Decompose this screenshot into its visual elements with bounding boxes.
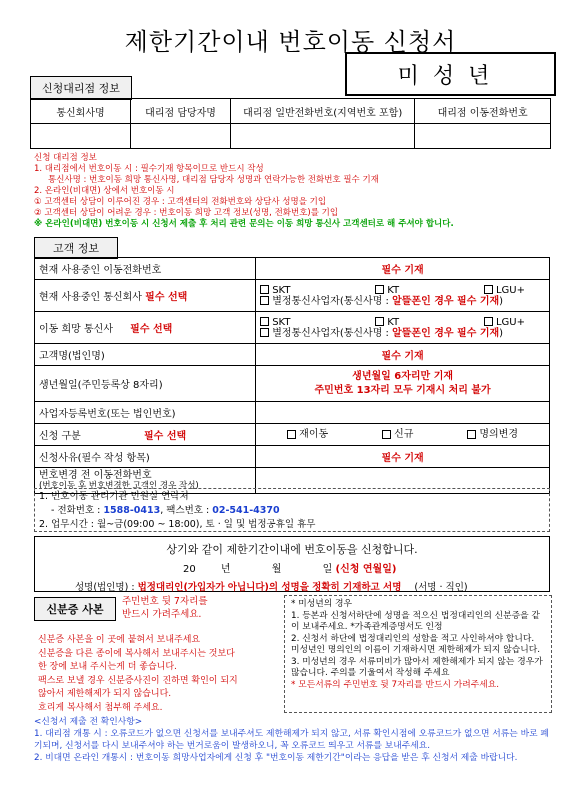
agent-header-carrier: 통신회사명: [31, 99, 131, 124]
birthdate-field[interactable]: [256, 366, 550, 402]
target-carrier-lgu-label: LGU+: [495, 316, 525, 328]
checkbox-icon[interactable]: [287, 430, 296, 439]
target-carrier-skt[interactable]: [260, 317, 290, 328]
contact-fax-label: , 팩스번호 :: [160, 505, 213, 516]
checklist: [34, 716, 550, 764]
request-type-required: 필수 선택: [144, 431, 187, 442]
minor-badge: 미성년: [345, 52, 556, 96]
checklist-item2: 2. 비대면 온라인 개통시 : 번호이동 희망사업자에게 신청 후 "번호이동 제한기간"이라는 응답을 받은 후 신청서 제출 바랍니다.: [34, 753, 518, 763]
business-number-field[interactable]: [256, 402, 550, 424]
checkbox-icon[interactable]: [260, 296, 269, 305]
signature-label: 성명(법인명) :: [75, 582, 135, 593]
minor-notes-item1: 1. 등본과 신청서하단에 성명을 적으신 법정대리인의 신분증을 같이 보내주세요. *가족관계증명서도 인정: [291, 610, 540, 632]
agent-notes-title: 신청 대리점 정보: [34, 153, 97, 163]
signature-line[interactable]: [35, 579, 549, 593]
current-carrier-required: 필수 선택: [145, 292, 188, 303]
checkbox-icon[interactable]: [260, 317, 269, 326]
request-type-transfer-label: 명의변경: [479, 429, 518, 440]
target-carrier-kt-label: KT: [387, 316, 400, 328]
declaration-statement: 상기와 같이 제한기간이내에 번호이동을 신청합니다.: [166, 543, 418, 556]
agent-header-landline: 대리점 일반전화번호(지역번호 포함): [231, 99, 415, 124]
target-carrier-kt[interactable]: [375, 317, 399, 328]
target-carrier-mvno-note: 알뜰폰인 경우 필수 기재: [392, 327, 500, 339]
current-carrier-skt-label: SKT: [272, 284, 291, 296]
current-carrier-lgu-label: LGU+: [495, 284, 525, 296]
customer-name-field[interactable]: 필수 기재: [256, 344, 550, 366]
date-year-unit: 년: [220, 564, 231, 575]
signature-suffix: (서명 · 직인): [414, 582, 468, 593]
agent-notes-line3: 2. 온라인(비대면) 상에서 번호이동 시: [34, 186, 175, 196]
id-copy-note-2: 반드시 가려주세요.: [122, 609, 202, 620]
request-type-report-label: 재이동: [299, 429, 329, 440]
current-carrier-label-text: 현재 사용중인 통신회사: [39, 292, 142, 303]
request-reason-label: 신청사유(필수 작성 항목): [35, 446, 256, 468]
checklist-title: <신청서 제출 전 확인사항>: [34, 717, 143, 727]
page-title: 제한기간이내 번호이동 신청서: [124, 28, 457, 56]
checkbox-icon[interactable]: [382, 430, 391, 439]
customer-table: [34, 257, 550, 494]
target-carrier-mvno[interactable]: [260, 328, 545, 339]
minor-notes-box: [284, 595, 552, 713]
date-month-unit: 월: [271, 564, 282, 575]
checkbox-icon[interactable]: [375, 317, 384, 326]
minor-notes-item2: 2. 신청서 하단에 법정대리인의 성함을 적고 사인하셔야 합니다. 미성년인 명의인의 이름이 기재하시면 제한해제가 되지 않습니다.: [291, 633, 541, 655]
agent-section-label: 신청대리점 정보: [30, 76, 132, 100]
date-note: (신청 연월일): [335, 564, 397, 575]
target-carrier-lgu[interactable]: [484, 317, 525, 328]
agent-mobile-field[interactable]: [415, 124, 551, 149]
id-copy-note: [122, 595, 208, 621]
target-carrier-label: [35, 312, 256, 344]
contact-box: [34, 488, 550, 532]
birthdate-note-1: 생년월일 6자리만 기재: [352, 370, 454, 382]
request-type-new-label: 신규: [394, 429, 414, 440]
request-type-new[interactable]: [382, 429, 413, 440]
checkbox-icon[interactable]: [484, 317, 493, 326]
current-carrier-kt-label: KT: [387, 284, 400, 296]
agent-notes-line5: ② 고객센터 상담이 어려운 경우 : 번호이동 희망 고객 정보(성명, 전화번호)를 기입: [34, 208, 339, 218]
current-carrier-mvno-note: 알뜰폰인 경우 필수 기재: [392, 295, 500, 307]
agent-landline-field[interactable]: [231, 124, 415, 149]
checkbox-icon[interactable]: [467, 430, 476, 439]
request-type-report[interactable]: [287, 429, 328, 440]
target-carrier-required: 필수 선택: [130, 324, 173, 335]
birthdate-label: 생년월일(주민등록상 8자리): [35, 366, 256, 402]
previous-number-sub: (번호이동 후 번호변경한 고객인 경우 작성): [39, 480, 199, 491]
previous-number-label-text: 번호변경 전 이동전화번호: [39, 469, 152, 481]
signature-note: 법정대리인(가입자가 아닙니다)의 성명을 정확히 기재하고 서명: [137, 582, 402, 593]
contact-hours: 2. 업무시간 : 월~금(09:00 ~ 18:00), 토 · 일 및 법정공휴일 휴무: [39, 519, 316, 530]
contact-fax-number: 02-541-4370: [212, 505, 280, 516]
request-type-options: [256, 424, 550, 446]
date-year: 20: [183, 564, 196, 575]
declaration-box: [34, 536, 550, 592]
request-type-transfer[interactable]: [467, 429, 518, 440]
contact-phone-label: - 전화번호 :: [51, 505, 104, 516]
checklist-item1: 1. 대리점 개통 시 : 오류코드가 없으면 신청서를 보내주셔도 제한해제가 되지 않고, 서류 확인시점에 오류코드가 없으면 서류는 바로 폐기되며, 신청서를 다시 보내주셔야 하는 번거로움이 발생하오니, 꼭 오류코드 띄우고 서류를 보내주세요.: [34, 729, 549, 751]
customer-name-label: 고객명(법인명): [35, 344, 256, 366]
agent-notes-line1: 1. 대리점에서 번호이동 시 : 필수기재 항목이므로 반드시 작성: [34, 164, 264, 174]
current-carrier-kt[interactable]: [375, 285, 399, 296]
target-carrier-label-text: 이동 희망 통신사: [39, 324, 113, 335]
minor-notes-title: * 미성년의 경우: [291, 599, 352, 609]
contact-phone-line: [39, 504, 545, 518]
current-number-field[interactable]: 필수 기재: [256, 258, 550, 280]
request-type-label-text: 신청 구분: [39, 431, 81, 442]
declaration-date[interactable]: [35, 560, 549, 575]
checkbox-icon[interactable]: [260, 328, 269, 337]
agent-carrier-field[interactable]: [31, 124, 131, 149]
current-carrier-mvno[interactable]: [260, 296, 545, 307]
checkbox-icon[interactable]: [484, 285, 493, 294]
agent-header-manager: 대리점 담당자명: [131, 99, 231, 124]
current-carrier-label: [35, 280, 256, 312]
target-carrier-skt-label: SKT: [272, 316, 291, 328]
id-copy-label: 신분증 사본: [34, 597, 116, 621]
agent-table: [30, 98, 551, 149]
agent-notes-line4: ① 고객센터 상담이 이루어진 경우 : 고객센터의 전화번호와 상담사 성명을 기입: [34, 197, 327, 207]
current-carrier-mvno-close: ): [499, 295, 504, 307]
agent-header-mobile: 대리점 이동전화번호: [415, 99, 551, 124]
checkbox-icon[interactable]: [375, 285, 384, 294]
contact-title: 1. 번호이동 관리기관 민원실 연락처: [39, 491, 189, 502]
request-type-label: [35, 424, 256, 446]
current-carrier-options: [256, 280, 550, 312]
target-carrier-options: [256, 312, 550, 344]
current-carrier-mvno-label: 별정통신사업자(통신사명 :: [272, 295, 389, 307]
agent-manager-field[interactable]: [131, 124, 231, 149]
minor-notes-item3: 3. 미성년의 경우 서류미비가 많아서 제한해제가 되지 않는 경우가 많습니다. 주의를 기울여서 작성해 주세요: [291, 656, 543, 678]
contact-phone-number: 1588-0413: [103, 505, 161, 516]
current-number-label: 현재 사용중인 이동전화번호: [35, 258, 256, 280]
business-number-label: 사업자등록번호(또는 법인번호): [35, 402, 256, 424]
current-carrier-lgu[interactable]: [484, 285, 525, 296]
id-copy-note-1: 주민번호 뒷 7자리를: [122, 596, 208, 607]
checkbox-icon[interactable]: [260, 285, 269, 294]
id-copy-area[interactable]: 신분증 사본을 이 곳에 붙혀서 보내주세요 신분증을 다른 종이에 복사해서 보내주시는 것보다 한 장에 보내 주시는게 더 좋습니다. 팩스로 보낼 경우 신분증사진이 진하면 확인이 되지 않아서 제한해제가 되지 않습니다. 흐리게 복사해서 첨부해 주세요.: [38, 635, 238, 713]
request-reason-field[interactable]: 필수 기재: [256, 446, 550, 468]
target-carrier-mvno-close: ): [499, 327, 504, 339]
customer-section-label: 고객 정보: [34, 237, 118, 259]
date-day-unit: 일: [322, 564, 333, 575]
agent-notes-line6: ※ 온라인(비대면) 번호이동 시 신청서 제출 후 처리 관련 문의는 이동 희망 통신사 고객센터로 해 주셔야 합니다.: [34, 219, 454, 229]
current-carrier-skt[interactable]: [260, 285, 290, 296]
birthdate-note-2: 주민번호 13자리 모두 기재시 처리 불가: [314, 384, 491, 396]
minor-notes-item4: * 모든서류의 주민번호 뒷 7자리를 반드시 가려주세요.: [291, 679, 500, 690]
agent-notes: [34, 153, 554, 230]
agent-notes-line2: 통신사명 : 번호이동 희망 통신사명, 대리점 담당자 성명과 연락가능한 전화번호 필수 기재: [48, 175, 379, 185]
target-carrier-mvno-label: 별정통신사업자(통신사명 :: [272, 327, 389, 339]
